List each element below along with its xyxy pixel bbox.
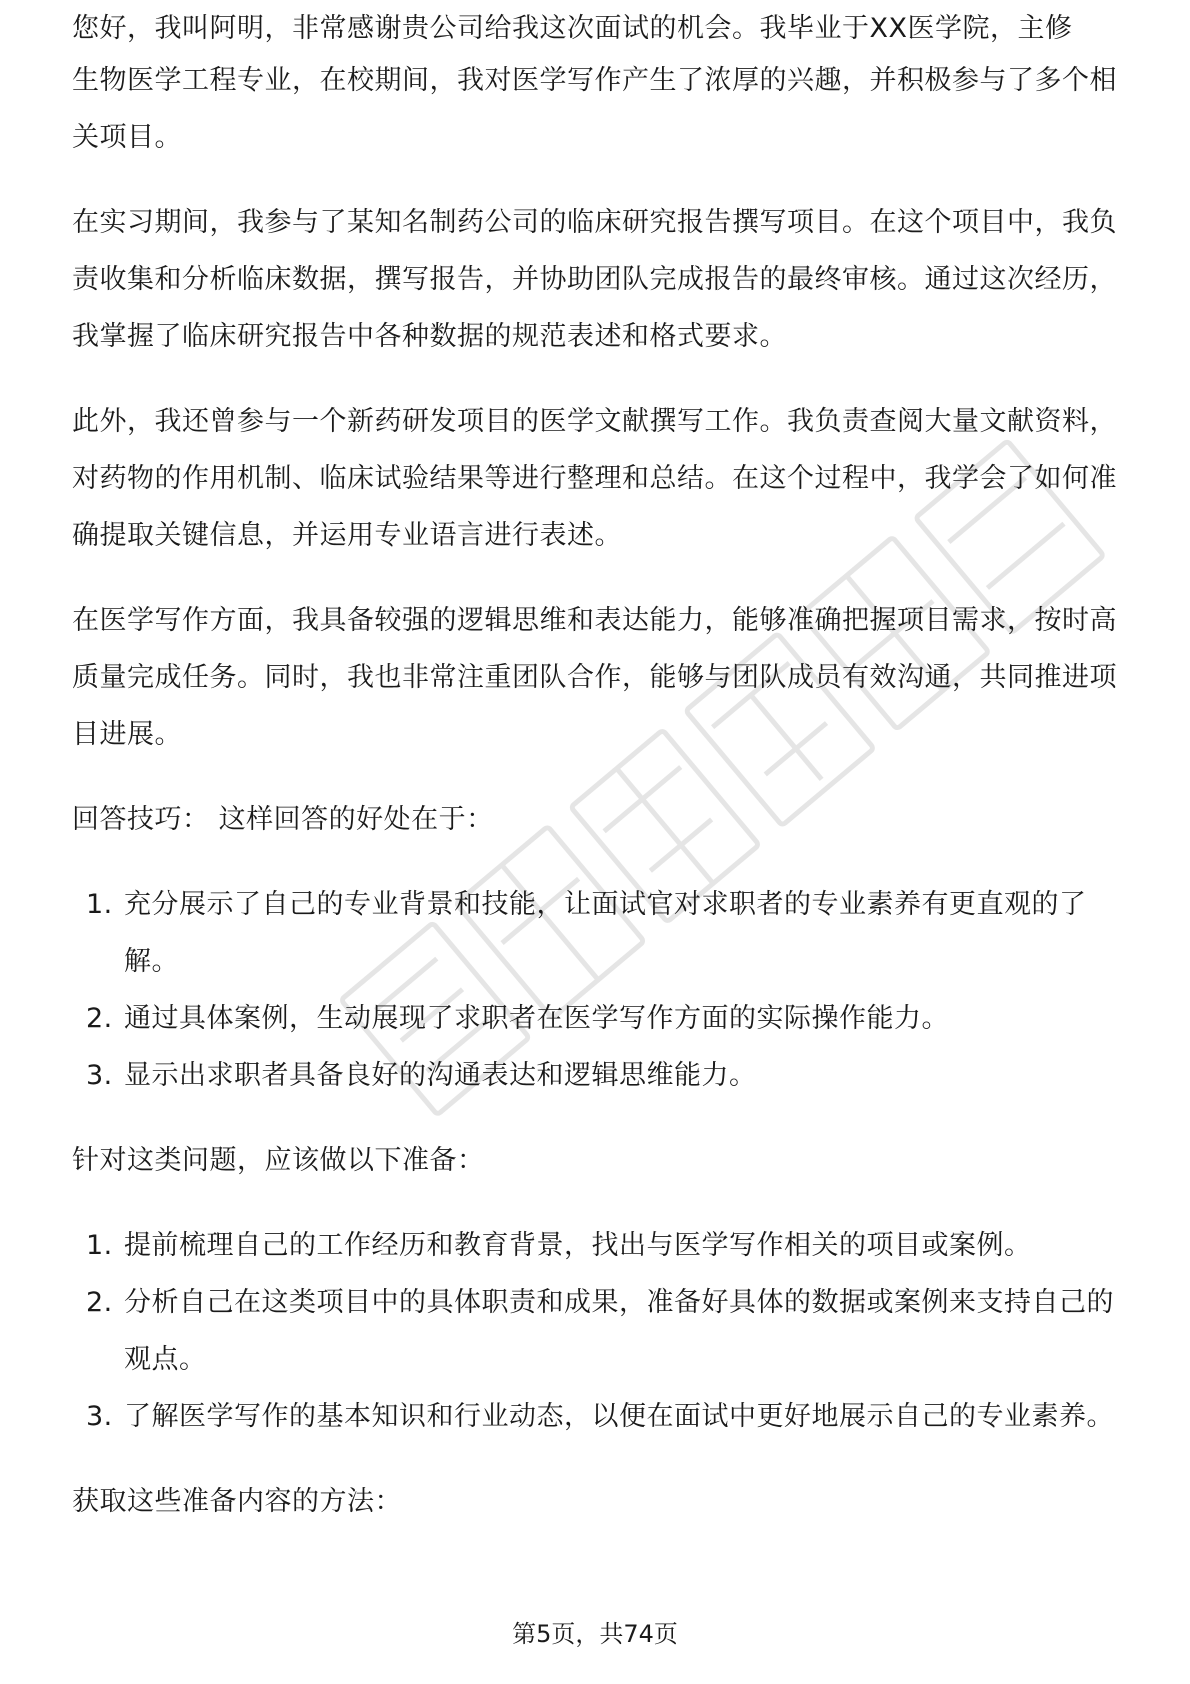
list-item [72, 1217, 1124, 1274]
list-item [72, 1047, 1124, 1104]
list-item [72, 990, 1124, 1047]
list-item-text: 充分展示了自己的专业背景和技能，让面试官对求职者的专业素养有更直观的了解。 [124, 889, 1087, 977]
paragraph: 在医学写作方面，我具备较强的逻辑思维和表达能力，能够准确把握项目需求，按时高质量完成任务。同时，我也非常注重团队合作，能够与团队成员有效沟通，共同推进项目进展。 [72, 605, 1117, 750]
list-number: 2. [86, 1287, 113, 1318]
page-number: 第5页，共74页 [512, 1620, 678, 1648]
paragraph: 此外，我还曾参与一个新药研发项目的医学文献撰写工作。我负责查阅大量文献资料，对药物的作用机制、临床试验结果等进行整理和总结。在这个过程中，我学会了如何准确提取关键信息，并运用专业语言进行表述。 [72, 406, 1117, 551]
list-number: 3. [86, 1401, 113, 1432]
tips-heading: 回答技巧： 这样回答的好处在于： [72, 804, 494, 835]
list-item-text: 提前梳理自己的工作经历和教育背景，找出与医学写作相关的项目或案例。 [124, 1230, 1032, 1261]
list-item [72, 1274, 1124, 1388]
document-body [72, 13, 1124, 1558]
cut-off-line: 您好，我叫阿明，非常感谢贵公司给我这次面试的机会。我毕业于XX医学院，主修 [72, 13, 1073, 44]
paragraph: 生物医学工程专业，在校期间，我对医学写作产生了浓厚的兴趣，并积极参与了多个相关项目。 [72, 65, 1117, 153]
list-item-text: 分析自己在这类项目中的具体职责和成果，准备好具体的数据或案例来支持自己的观点。 [124, 1287, 1114, 1375]
list-number: 2. [86, 1003, 113, 1034]
tips-list [72, 876, 1124, 1104]
list-item-text: 通过具体案例，生动展现了求职者在医学写作方面的实际操作能力。 [124, 1003, 949, 1034]
list-number: 1. [86, 889, 113, 920]
list-number: 1. [86, 1230, 113, 1261]
paragraph: 在实习期间，我参与了某知名制药公司的临床研究报告撰写项目。在这个项目中，我负责收集和分析临床数据，撰写报告，并协助团队完成报告的最终审核。通过这次经历，我掌握了临床研究报告中各种数据的规范表述和格式要求。 [72, 207, 1117, 352]
methods-heading: 获取这些准备内容的方法： [72, 1486, 402, 1517]
prep-heading: 针对这类问题，应该做以下准备： [72, 1145, 485, 1176]
list-item [72, 1388, 1124, 1445]
prep-list [72, 1217, 1124, 1445]
list-item-text: 了解医学写作的基本知识和行业动态，以便在面试中更好地展示自己的专业素养。 [124, 1401, 1114, 1432]
list-item-text: 显示出求职者具备良好的沟通表达和逻辑思维能力。 [124, 1060, 757, 1091]
list-item [72, 876, 1124, 990]
list-number: 3. [86, 1060, 113, 1091]
